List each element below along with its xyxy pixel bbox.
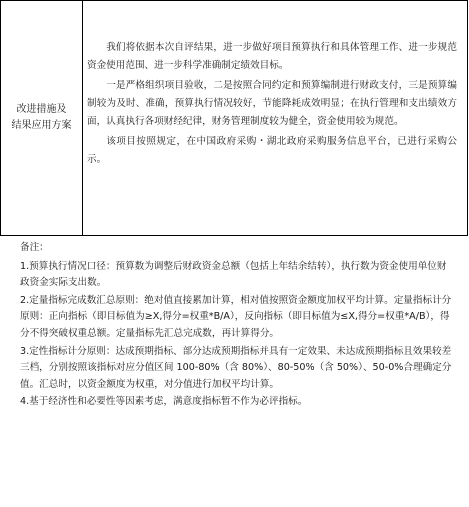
note-item-3: 3.定性指标计分原则：达成预期指标、部分达成预期指标并具有一定效果、未达成预期指标且效果较差三档，分别按照该指标对应分值区间 100-80%（含 80%）、80-50%（含 50%）、50-0%合理确定分值。汇总时，以资金额度为权重，对分值进行加权平均计算。 — [20, 345, 452, 390]
notes-title: 备注： — [20, 242, 49, 253]
table-border-middle — [82, 1, 83, 235]
content-paragraph-3: 该项目按照规定，在中国政府采购・湖北政府采购服务信息平台，已进行采购公示。 — [87, 136, 457, 165]
results-table — [0, 0, 468, 236]
table-border-right — [467, 1, 468, 235]
row-label-cell — [1, 1, 82, 235]
row-label-line2: 结果应用方案 — [11, 120, 72, 131]
content-paragraph-1: 我们将依据本次自评结果，进一步做好项目预算执行和具体管理工作、进一步规范资金使用范围、进一步科学准确制定绩效目标。 — [87, 42, 457, 71]
content-paragraph-2: 一是严格组织项目验收，二是按照合同约定和预算编制进行财政支付，三是预算编制较为及时、准确，预算执行情况较好，节能降耗成效明显；在执行管理和支出绩效方面，认真执行各项财经纪律，财务管理制度较为健全，资金使用较为规范。 — [87, 80, 457, 127]
note-item-4: 4.基于经济性和必要性等因素考虑，满意度指标暂不作为必评指标。 — [20, 396, 308, 408]
row-content-cell — [87, 39, 457, 171]
notes-section — [20, 240, 452, 412]
note-item-2: 2.定量指标完成数汇总原则：绝对值直接累加计算，相对值按照资金额度加权平均计算。定量指标计分原则：正向指标（即目标值为≥X,得分=权重*B/A），反向指标（即目标值为≤X,得分=权重*A/B），得分不得突破权重总额。定量指标先汇总完成数，再计算得分。 — [20, 294, 452, 339]
note-item-1: 1.预算执行情况口径：预算数为调整后财政资金总额（包括上年结余结转），执行数为资金使用单位财政资金实际支出数。 — [20, 260, 447, 289]
row-label-line1: 改进措施及 — [16, 104, 67, 115]
